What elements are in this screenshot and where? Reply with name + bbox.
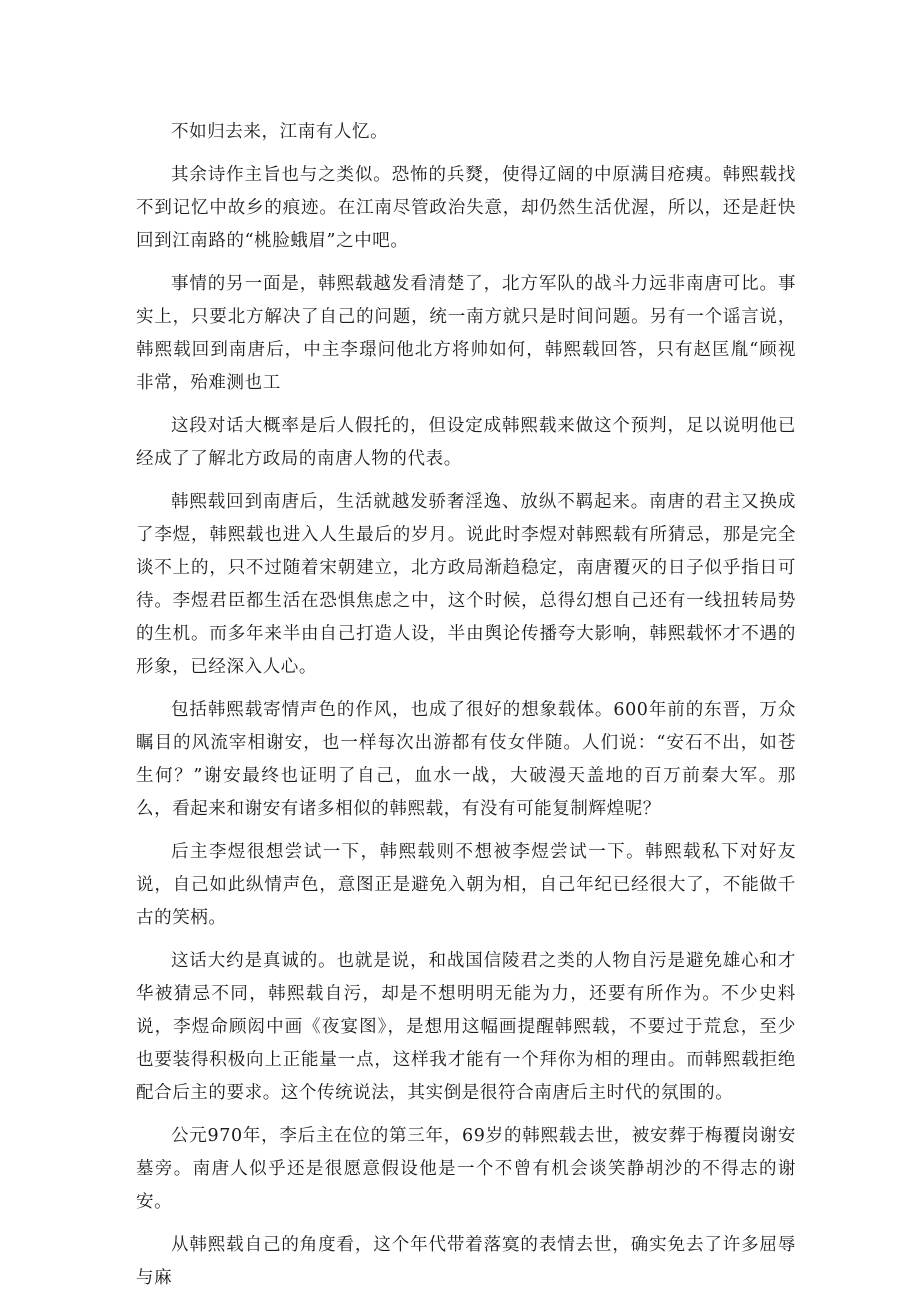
article-body: [136, 116, 796, 1305]
paragraph-9: 公元970年，李后主在位的第三年，69岁的韩熙载去世，被安葬于梅覆岗谢安墓旁。南唐人似乎还是很愿意假设他是一个不曾有机会谈笑静胡沙的不得志的谢安。: [136, 1126, 796, 1212]
paragraph-4: 这段对话大概率是后人假托的，但设定成韩熙载来做这个预判，足以说明他已经成了了解北方政局的南唐人物的代表。: [136, 416, 796, 469]
paragraph-6: 包括韩熙载寄情声色的作风，也成了很好的想象载体。600年前的东晋，万众瞩目的风流宰相谢安，也一样每次出游都有伎女伴随。人们说：“安石不出，如苍生何？”谢安最终也证明了自己，血水一战，大破漫天盖地的百万前秦大军。那么，看起来和谢安有诸多相似的韩熙载，有没有可能复制辉煌呢？: [136, 700, 796, 819]
paragraph-3: 事情的另一面是，韩熙载越发看清楚了，北方军队的战斗力远非南唐可比。事实上，只要北方解决了自己的问题，统一南方就只是时间问题。另有一个谣言说，韩熙载回到南唐后，中主李璟问他北方将帅如何，韩熙载回答，只有赵匡胤“顾视非常，殆难测也工: [136, 274, 796, 393]
paragraph-5: 韩熙载回到南唐后，生活就越发骄奢淫逸、放纵不羁起来。南唐的君主又换成了李煜，韩熙载也进入人生最后的岁月。说此时李煜对韩熙载有所猜忌，那是完全谈不上的，只不过随着宋朝建立，北方政局渐趋稳定，南唐覆灭的日子似乎指日可待。李煜君臣都生活在恐惧焦虑之中，这个时候，总得幻想自己还有一线扭转局势的生机。而多年来半由自己打造人设，半由舆论传播夸大影响，韩熙载怀才不遇的形象，已经深入人心。: [136, 492, 796, 677]
paragraph-1: 不如归去来，江南有人忆。: [171, 122, 389, 142]
paragraph-7: 后主李煜很想尝试一下，韩熙载则不想被李煜尝试一下。韩熙载私下对好友说，自己如此纵情声色，意图正是避免入朝为相，自己年纪已经很大了，不能做千古的笑柄。: [136, 842, 796, 928]
paragraph-10: 从韩熙载自己的角度看，这个年代带着落寞的表情去世，确实免去了许多屈辱与麻: [136, 1235, 796, 1288]
paragraph-8: 这话大约是真诚的。也就是说，和战国信陵君之类的人物自污是避免雄心和才华被猜忌不同，韩熙载自污，却是不想明明无能为力，还要有所作为。不少史料说，李煜命顾闳中画《夜宴图》，是想用这幅画提醒韩熙载，不要过于荒怠，至少也要装得积极向上正能量一点，这样我才能有一个拜你为相的理由。而韩熙载拒绝配合后主的要求。这个传统说法，其实倒是很符合南唐后主时代的氛围的。: [136, 951, 796, 1103]
paragraph-2: 其余诗作主旨也与之类似。恐怖的兵燹，使得辽阔的中原满目疮痍。韩熙载找不到记忆中故乡的痕迹。在江南尽管政治失意，却仍然生活优渥，所以，还是赶快回到江南路的“桃脸蛾眉”之中吧。: [136, 165, 796, 251]
